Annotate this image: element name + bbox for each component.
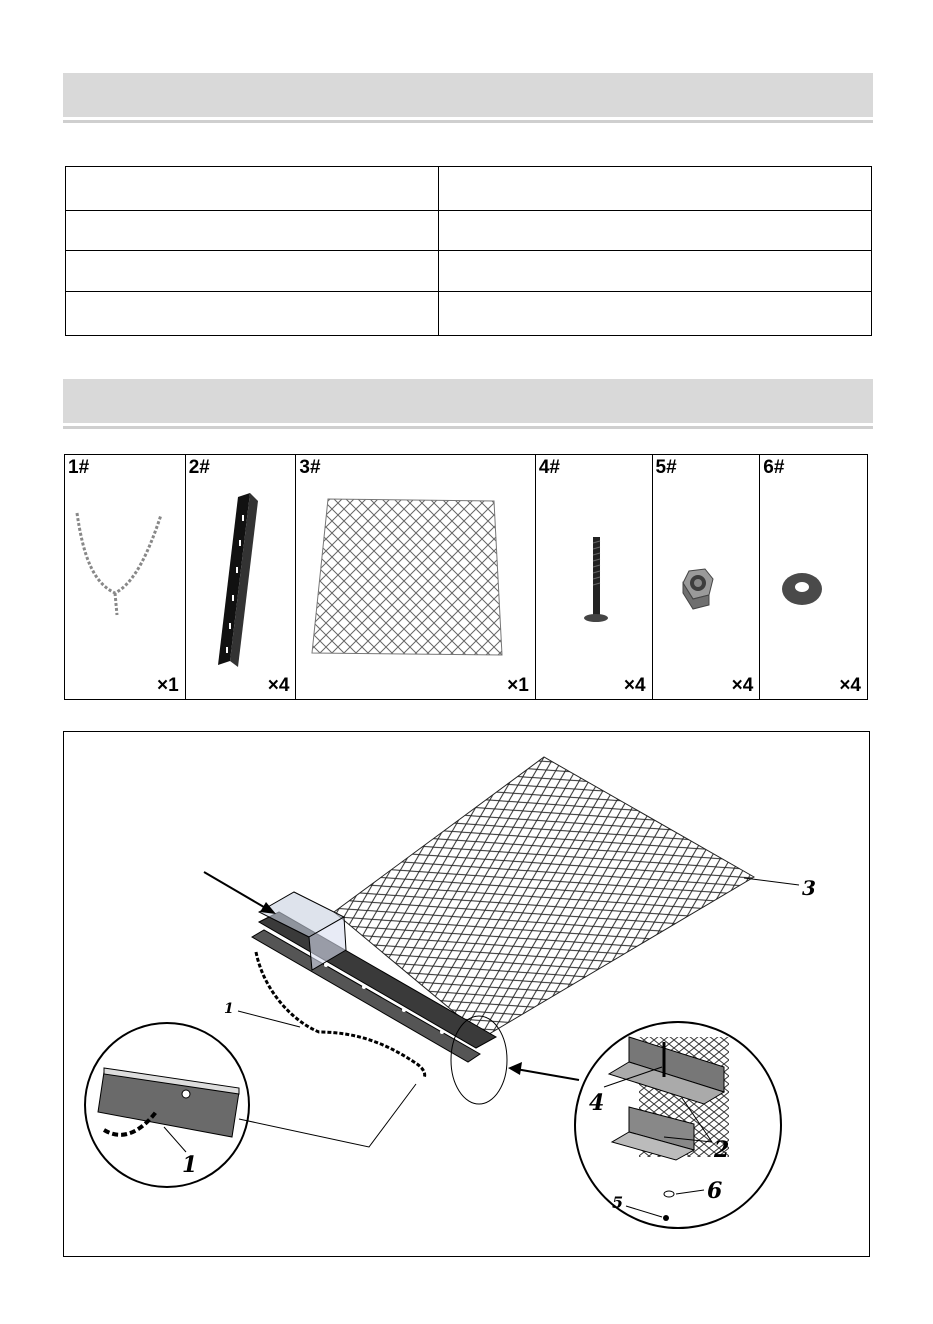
spec-table xyxy=(65,166,872,336)
section-header-underline-2 xyxy=(63,426,873,429)
parts-list xyxy=(64,454,868,700)
nut-icon xyxy=(653,455,761,699)
detail-leader-left xyxy=(239,1084,416,1147)
part-quantity: ×4 xyxy=(839,675,861,696)
part-cell-6 xyxy=(760,455,867,699)
callout-leader xyxy=(744,878,799,885)
arrow-head xyxy=(508,1062,522,1075)
table-row xyxy=(66,251,872,292)
callout-label-chain: 1 xyxy=(224,1001,234,1017)
table-cell xyxy=(439,211,872,251)
part-cell-3 xyxy=(296,455,535,699)
chain-icon xyxy=(65,455,186,699)
part-number: 3# xyxy=(299,457,321,478)
section-header-bar-2 xyxy=(63,379,873,423)
callout-label-bolt-detail: 4 xyxy=(589,1090,605,1116)
table-cell xyxy=(439,167,872,211)
part-quantity: ×1 xyxy=(157,675,179,696)
part-quantity: ×4 xyxy=(267,675,290,696)
detail-nut xyxy=(663,1215,669,1221)
part-quantity: ×4 xyxy=(623,675,646,696)
part-number: 4# xyxy=(538,457,560,478)
part-number: 6# xyxy=(763,457,785,478)
callout-label-nut-detail: 5 xyxy=(612,1193,624,1212)
callout-leader xyxy=(238,1011,300,1027)
detail-hole-left xyxy=(182,1090,190,1098)
part-cell-5 xyxy=(653,455,761,699)
callout-label-mesh: 3 xyxy=(802,876,816,900)
part-quantity: ×4 xyxy=(731,675,754,696)
arrow-line xyxy=(204,872,269,910)
part-cell-1 xyxy=(65,455,186,699)
table-row xyxy=(66,211,872,251)
table-cell xyxy=(66,292,439,336)
part-number: 2# xyxy=(188,457,210,478)
part-quantity: ×1 xyxy=(507,675,529,696)
table-row xyxy=(66,292,872,336)
section-header-bar-1 xyxy=(63,73,873,117)
table-cell xyxy=(439,251,872,292)
part-cell-2 xyxy=(186,455,297,699)
arrow-line xyxy=(516,1069,579,1080)
part-number: 1# xyxy=(68,457,90,478)
table-row xyxy=(66,167,872,211)
washer-icon xyxy=(760,455,867,699)
table-cell xyxy=(66,251,439,292)
angle-bar-icon xyxy=(186,455,297,699)
callout-label-washer-detail: 6 xyxy=(707,1178,723,1204)
mesh-net-icon xyxy=(296,455,536,699)
callout-label-bars-detail: 2 xyxy=(714,1137,730,1163)
table-cell xyxy=(439,292,872,336)
assembly-diagram xyxy=(63,731,870,1257)
section-header-underline-1 xyxy=(63,120,873,123)
table-cell xyxy=(66,211,439,251)
callout-label-chain-detail: 1 xyxy=(182,1152,198,1178)
bolt-icon xyxy=(536,455,653,699)
part-cell-4 xyxy=(536,455,653,699)
part-number: 5# xyxy=(655,457,677,478)
assembly-drawing xyxy=(64,732,871,1258)
table-cell xyxy=(66,167,439,211)
